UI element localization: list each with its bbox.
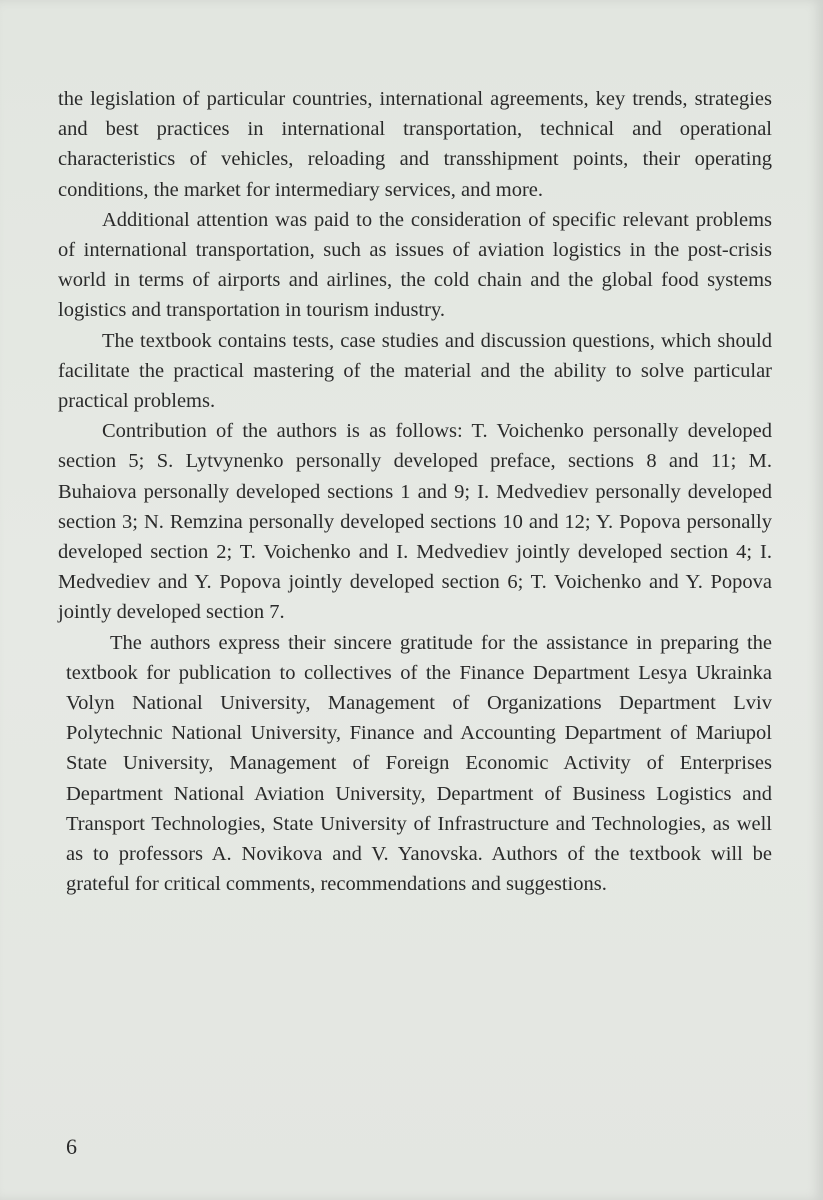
paragraph-additional-attention: Additional attention was paid to the consideration of specific relevant problems of international transportation, such as issues of aviation logistics in the post-crisis world in terms of airports and airlines, the cold chain and the global food systems logistics and transportation in tourism industry.: [58, 208, 772, 322]
body-text: [58, 84, 772, 899]
page-number: 6: [66, 1134, 77, 1159]
paragraph-continuation: the legislation of particular countries, international agreements, key trends, strategies and best practices in international transportation, technical and operational characteristics of vehicles, reloading and transshipment points, their operating conditions, the market for intermediary services, and more.: [58, 88, 772, 201]
paragraph-author-contributions: Contribution of the authors is as follows: T. Voichenko personally developed section 5; S. Lytvynenko personally developed preface, sections 8 and 11; M. Buhaiova personally developed sections 1 and 9; I. Medvediev personally developed section 3; N. Remzina personally developed sections 10 and 12; Y. Popova personally developed section 2; T. Voichenko and I. Medvediev jointly developed section 4; I. Medvediev and Y. Popova jointly developed section 6; T. Voichenko and Y. Popova jointly developed section 7.: [58, 420, 772, 624]
paragraph-textbook-contents: The textbook contains tests, case studies and discussion questions, which should facilitate the practical mastering of the material and the ability to solve particular practical problems.: [58, 329, 772, 413]
paragraph-acknowledgements: The authors express their sincere gratitude for the assistance in preparing the textbook for publication to collectives of the Finance Department Lesya Ukrainka Volyn National University, Management of Organizations Department Lviv Polytechnic National University, Finance and Accounting Department of Mariupol State University, Management of Foreign Economic Activity of Enterprises Department National Aviation University, Department of Business Logistics and Transport Technologies, State University of Infrastructure and Technologies, as well as to professors A. Novikova and V. Yanovska. Authors of the textbook will be grateful for critical comments, recommendations and suggestions.: [66, 631, 772, 896]
